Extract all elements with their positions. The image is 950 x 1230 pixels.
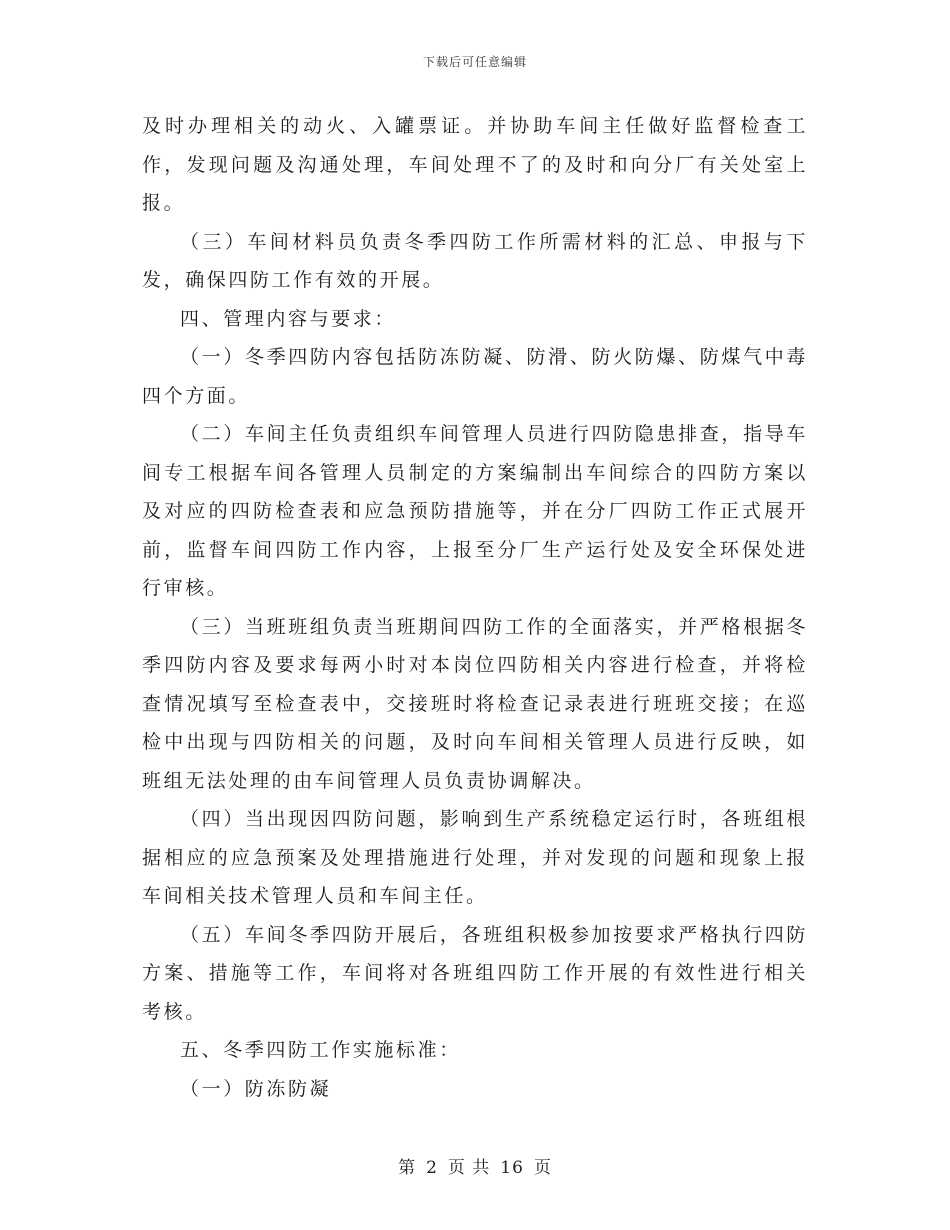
footer-total-pages: 16 xyxy=(500,1158,524,1178)
document-body xyxy=(142,107,808,1108)
paragraph-4-2: （二）车间主任负责组织车间管理人员进行四防隐患排查，指导车间专工根据车间各管理人员制定的方案编制出车间综合的四防方案以及对应的四防检查表和应急预防措施等，并在分厂四防工作正式展开前，监督车间四防工作内容，上报至分厂生产运行处及安全环保处进行审核。 xyxy=(142,423,808,599)
subsection-heading-5-1: （一）防冻防凝 xyxy=(180,1077,332,1100)
paragraph-4-5: （五）车间冬季四防开展后，各班组积极参加按要求严格执行四防方案、措施等工作，车间将对各班组四防工作开展的有效性进行相关考核。 xyxy=(142,923,808,1023)
paragraph-4-3: （三）当班班组负责当班期间四防工作的全面落实，并严格根据冬季四防内容及要求每两小时对本岗位四防相关内容进行检查，并将检查情况填写至检查表中，交接班时将检查记录表进行班班交接；在巡检中出现与四防相关的问题，及时向车间相关管理人员进行反映，如班组无法处理的由车间管理人员负责协调解决。 xyxy=(142,615,808,792)
paragraph-4-1: （一）冬季四防内容包括防冻防凝、防滑、防火防爆、防煤气中毒四个方面。 xyxy=(142,346,808,407)
footer-page-number: 2 xyxy=(426,1158,438,1178)
footer-prefix: 第 xyxy=(398,1158,417,1178)
footer-suffix: 页 xyxy=(533,1158,552,1178)
footer-middle: 页 共 xyxy=(447,1158,491,1178)
section-heading-4: 四、管理内容与要求： xyxy=(180,307,397,330)
section-heading-5: 五、冬季四防工作实施标准： xyxy=(180,1039,461,1061)
page-header: 下载后可任意编辑 xyxy=(422,55,527,69)
paragraph-1: 及时办理相关的动火、入罐票证。并协助车间主任做好监督检查工作，发现问题及沟通处理，车间处理不了的及时和向分厂有关处室上报。 xyxy=(142,115,808,214)
paragraph-2: （三）车间材料员负责冬季四防工作所需材料的汇总、申报与下发，确保四防工作有效的开展。 xyxy=(142,230,808,291)
paragraph-4-4: （四）当出现因四防问题，影响到生产系统稳定运行时，各班组根据相应的应急预案及处理措施进行处理，并对发现的问题和现象上报车间相关技术管理人员和车间主任。 xyxy=(142,808,808,907)
page-footer xyxy=(0,1153,950,1178)
